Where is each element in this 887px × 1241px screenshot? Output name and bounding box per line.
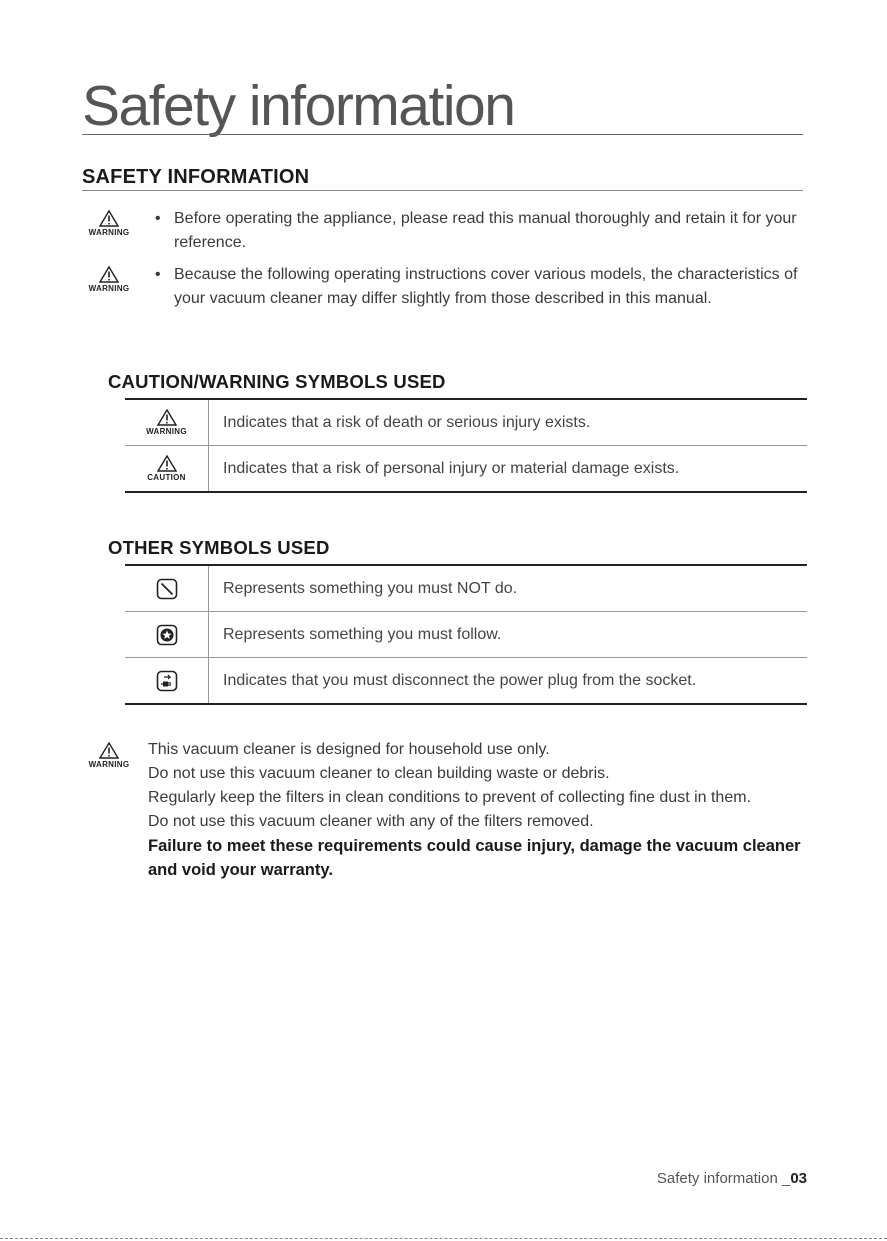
warning-triangle-icon: [157, 409, 177, 426]
warning-label: WARNING: [88, 284, 130, 293]
table-row: [125, 566, 807, 611]
symbol-cell: [125, 400, 209, 445]
note-line: This vacuum cleaner is designed for household use only.: [148, 741, 550, 758]
symbol-description: Represents something you must follow.: [223, 625, 502, 643]
note-line: Do not use this vacuum cleaner to clean building waste or debris.: [148, 765, 610, 782]
caution-section-heading: CAUTION/WARNING SYMBOLS USED: [108, 371, 446, 392]
symbol-cell: [125, 446, 209, 491]
symbol-description: Represents something you must NOT do.: [223, 579, 518, 597]
bullet-text: Before operating the appliance, please read this manual thoroughly and retain it for your reference.: [174, 210, 797, 251]
page-footer: [657, 1170, 807, 1187]
page-title: Safety information: [82, 74, 515, 138]
table-row: [125, 445, 807, 491]
symbol-description: Indicates that a risk of personal injury or material damage exists.: [223, 459, 680, 477]
table-row: [125, 611, 807, 657]
prohibited-icon: [156, 578, 178, 600]
other-symbols-table: [125, 564, 807, 705]
section-heading: SAFETY INFORMATION: [82, 166, 310, 188]
caution-symbols-table: [125, 398, 807, 493]
warning-label: WARNING: [146, 427, 187, 436]
caution-label: CAUTION: [147, 473, 186, 482]
note-line: Do not use this vacuum cleaner with any of the filters removed.: [148, 813, 594, 830]
symbol-cell: [125, 612, 209, 657]
symbol-cell: [125, 658, 209, 703]
warning-label: WARNING: [88, 228, 130, 237]
bullet-dot: •: [155, 266, 161, 283]
note-bold-warning: Failure to meet these requirements could cause injury, damage the vacuum cleaner and void your warranty.: [148, 837, 801, 879]
bullet-text: Because the following operating instructions cover various models, the characteristics of your vacuum cleaner may differ slightly from those described in this manual.: [174, 266, 798, 307]
intro-bullet: [155, 263, 805, 311]
intro-bullet: [155, 207, 805, 255]
warning-symbol: [74, 210, 144, 237]
warning-symbol: [74, 742, 144, 769]
symbol-description: Indicates that you must disconnect the power plug from the socket.: [223, 671, 697, 689]
warning-triangle-icon: [99, 210, 119, 227]
symbol-cell: [125, 566, 209, 611]
bullet-dot: •: [155, 210, 161, 227]
section-divider: [82, 190, 803, 191]
footer-text: Safety information _: [656, 1170, 791, 1187]
page-number: 03: [790, 1170, 807, 1187]
warning-triangle-icon: [99, 266, 119, 283]
warning-triangle-icon: [99, 742, 119, 759]
must-follow-icon: [156, 624, 178, 646]
notes-block: [148, 738, 813, 882]
bottom-divider: [0, 1238, 887, 1239]
other-section-heading: OTHER SYMBOLS USED: [108, 537, 330, 558]
table-row: [125, 400, 807, 445]
note-line: Regularly keep the filters in clean conditions to prevent of collecting fine dust in them.: [148, 789, 751, 806]
warning-label: WARNING: [88, 760, 130, 769]
symbol-description: Indicates that a risk of death or serious injury exists.: [223, 413, 591, 431]
unplug-icon: [156, 670, 178, 692]
title-divider: [82, 134, 803, 135]
warning-symbol: [74, 266, 144, 293]
caution-triangle-icon: [157, 455, 177, 472]
table-row: [125, 657, 807, 703]
